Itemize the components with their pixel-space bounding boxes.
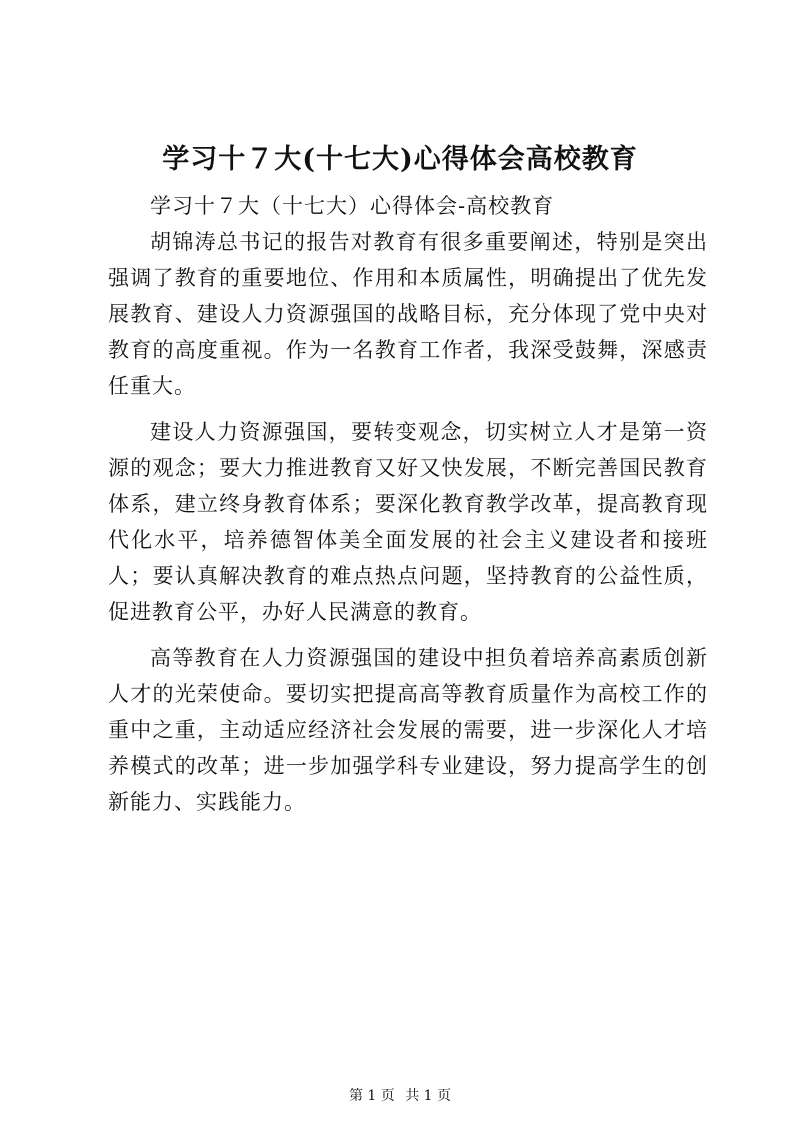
document-subtitle: 学习十７大（十七大）心得体会-高校教育 — [150, 194, 555, 218]
page-total: 共 1 页 — [405, 1088, 452, 1104]
document-title: 学习十７大(十七大)心得体会高校教育 — [162, 144, 638, 175]
document-body — [108, 188, 708, 830]
paragraph: 建设人力资源强国，要转变观念，切实树立人才是第一资源的观念；要大力推进教育又好又快发展，不断完善国民教育体系，建立终身教育体系；要深化教育教学改革，提高教育现代化水平，培养德智体美全面发展的社会主义建设者和接班人；要认真解决教育的难点热点问题，坚持教育的公益性质，促进教育公平，办好人民满意的教育。 — [108, 420, 708, 624]
paragraph: 高等教育在人力资源强国的建设中担负着培养高素质创新人才的光荣使命。要切实把提高高等教育质量作为高校工作的重中之重，主动适应经济社会发展的需要，进一步深化人才培养模式的改革；进一步加强学科专业建设，努力提高学生的创新能力、实践能力。 — [108, 646, 708, 814]
page-footer — [0, 1086, 800, 1106]
page-number: 第 1 页 — [348, 1088, 395, 1104]
paragraph: 胡锦涛总书记的报告对教育有很多重要阐述，特别是突出强调了教育的重要地位、作用和本质属性，明确提出了优先发展教育、建设人力资源强国的战略目标，充分体现了党中央对教育的高度重视。作为一名教育工作者，我深受鼓舞，深感责任重大。 — [108, 230, 708, 398]
